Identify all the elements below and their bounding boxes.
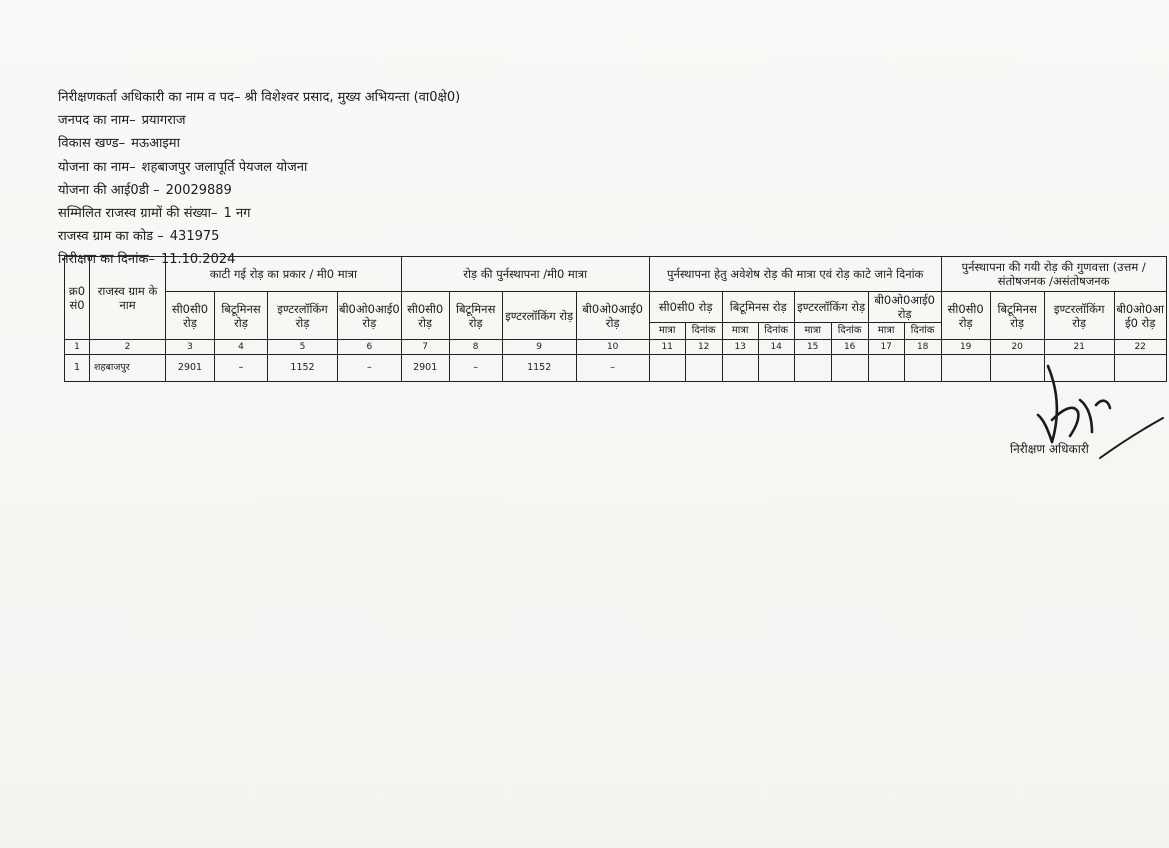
column-number: 13 (722, 340, 758, 355)
quality-bitumen-header: बिटूमिनस रोड़ (990, 292, 1044, 340)
row-empty-cell (904, 355, 941, 382)
column-number: 19 (941, 340, 990, 355)
column-number: 7 (401, 340, 449, 355)
officer-line: निरीक्षणकर्ता अधिकारी का नाम व पद– श्री विशेश्वर प्रसाद, मुख्य अभियन्ता (वा0क्षे0) (58, 90, 461, 105)
qty-header: मात्रा (868, 323, 904, 340)
date-header: दिनांक (685, 323, 722, 340)
cut-interlocking-header: इण्टरलॉकिंग रोड़ (268, 292, 338, 340)
column-number: 6 (338, 340, 402, 355)
cut-bitumen-header: बिटूमिनस रोड़ (215, 292, 268, 340)
column-number: 12 (685, 340, 722, 355)
row-village: शहबाजपुर (90, 355, 166, 382)
column-number: 8 (449, 340, 502, 355)
column-number: 11 (649, 340, 685, 355)
column-number: 1 (65, 340, 90, 355)
scheme-id-line: योजना की आई0डी – 20029889 (58, 182, 232, 198)
row-empty-cell (685, 355, 722, 382)
row-cut-interlocking: 1152 (268, 355, 338, 382)
column-number: 9 (502, 340, 576, 355)
qty-header: मात्रा (649, 323, 685, 340)
column-number: 3 (166, 340, 215, 355)
row-empty-cell (831, 355, 868, 382)
qty-header: मात्रा (722, 323, 758, 340)
remaining-bitumen-header: बिटूमिनस रोड़ (722, 292, 794, 323)
row-restore-cc: 2901 (401, 355, 449, 382)
quality-cc-header: सी0सी0 रोड़ (941, 292, 990, 340)
inspection-date-line: निरीक्षण का दिनांक– 11.10.2024 (58, 252, 236, 268)
inspection-header (58, 86, 758, 272)
row-restore-boi: – (576, 355, 649, 382)
row-empty-cell (649, 355, 685, 382)
quality-interlocking-header: इण्टरलॉकिंग रोड़ (1044, 292, 1114, 340)
row-empty-cell (758, 355, 794, 382)
row-empty-cell (794, 355, 831, 382)
row-empty-cell (941, 355, 990, 382)
date-header: दिनांक (904, 323, 941, 340)
remaining-boi-header: बी0ओ0आई0 रोड़ (868, 292, 941, 323)
restore-cc-header: सी0सी0 रोड़ (401, 292, 449, 340)
quality-group-header: पुर्नस्थापना की गयी रोड़ की गुणवत्ता (उत्तम /संतोषजनक /असंतोषजनक (941, 257, 1166, 292)
column-number: 18 (904, 340, 941, 355)
block-line: विकास खण्ड– मऊआइमा (58, 136, 180, 152)
scheme-line: योजना का नाम– शहबाजपुर जलापूर्ति पेयजल योजना (58, 159, 308, 175)
row-restore-interlocking: 1152 (502, 355, 576, 382)
column-number-row (65, 340, 1167, 355)
cut-road-group-header: काटी गई रोड़ का प्रकार / मी0 मात्रा (166, 257, 402, 292)
signature-label: निरीक्षण अधिकारी (1010, 442, 1089, 456)
row-sno: 1 (65, 355, 90, 382)
column-number: 16 (831, 340, 868, 355)
village-code-line: राजस्व ग्राम का कोड – 431975 (58, 229, 220, 245)
column-number: 15 (794, 340, 831, 355)
column-number: 21 (1044, 340, 1114, 355)
villages-count-line: सम्मिलित राजस्व ग्रामों की संख्या– 1 नग (58, 206, 251, 222)
column-number: 14 (758, 340, 794, 355)
quality-boi-header: बी0ओ0आ ई0 रोड़ (1114, 292, 1166, 340)
column-number: 10 (576, 340, 649, 355)
table-row (65, 355, 1167, 382)
remaining-group-header: पुर्नस्थापना हेतु अवेशेष रोड़ की मात्रा एवं रोड़ काटे जाने दिनांक (649, 257, 941, 292)
cut-boi-header: बी0ओ0आई0 रोड़ (338, 292, 402, 340)
column-number: 17 (868, 340, 904, 355)
date-header: दिनांक (758, 323, 794, 340)
row-cut-bitumen: – (215, 355, 268, 382)
qty-header: मात्रा (794, 323, 831, 340)
district-line: जनपद का नाम– प्रयागराज (58, 113, 186, 129)
remaining-interlocking-header: इण्टरलॉकिंग रोड़ (794, 292, 868, 323)
column-number: 5 (268, 340, 338, 355)
column-number: 20 (990, 340, 1044, 355)
village-header: राजस्व ग्राम के नाम (90, 257, 166, 340)
road-restoration-table (64, 256, 1167, 382)
sno-header: क्र0 सं0 (65, 257, 90, 340)
restore-bitumen-header: बिटूमिनस रोड़ (449, 292, 502, 340)
row-cut-cc: 2901 (166, 355, 215, 382)
row-restore-bitumen: – (449, 355, 502, 382)
restore-boi-header: बी0ओ0आई0 रोड़ (576, 292, 649, 340)
cut-cc-header: सी0सी0 रोड़ (166, 292, 215, 340)
restore-interlocking-header: इण्टरलॉकिंग रोड़ (502, 292, 576, 340)
remaining-cc-header: सी0सी0 रोड़ (649, 292, 722, 323)
date-header: दिनांक (831, 323, 868, 340)
row-cut-boi: – (338, 355, 402, 382)
row-empty-cell (868, 355, 904, 382)
restoration-group-header: रोड़ की पुर्नस्थापना /मी0 मात्रा (401, 257, 649, 292)
column-number: 2 (90, 340, 166, 355)
column-number: 4 (215, 340, 268, 355)
row-empty-cell (722, 355, 758, 382)
column-number: 22 (1114, 340, 1166, 355)
